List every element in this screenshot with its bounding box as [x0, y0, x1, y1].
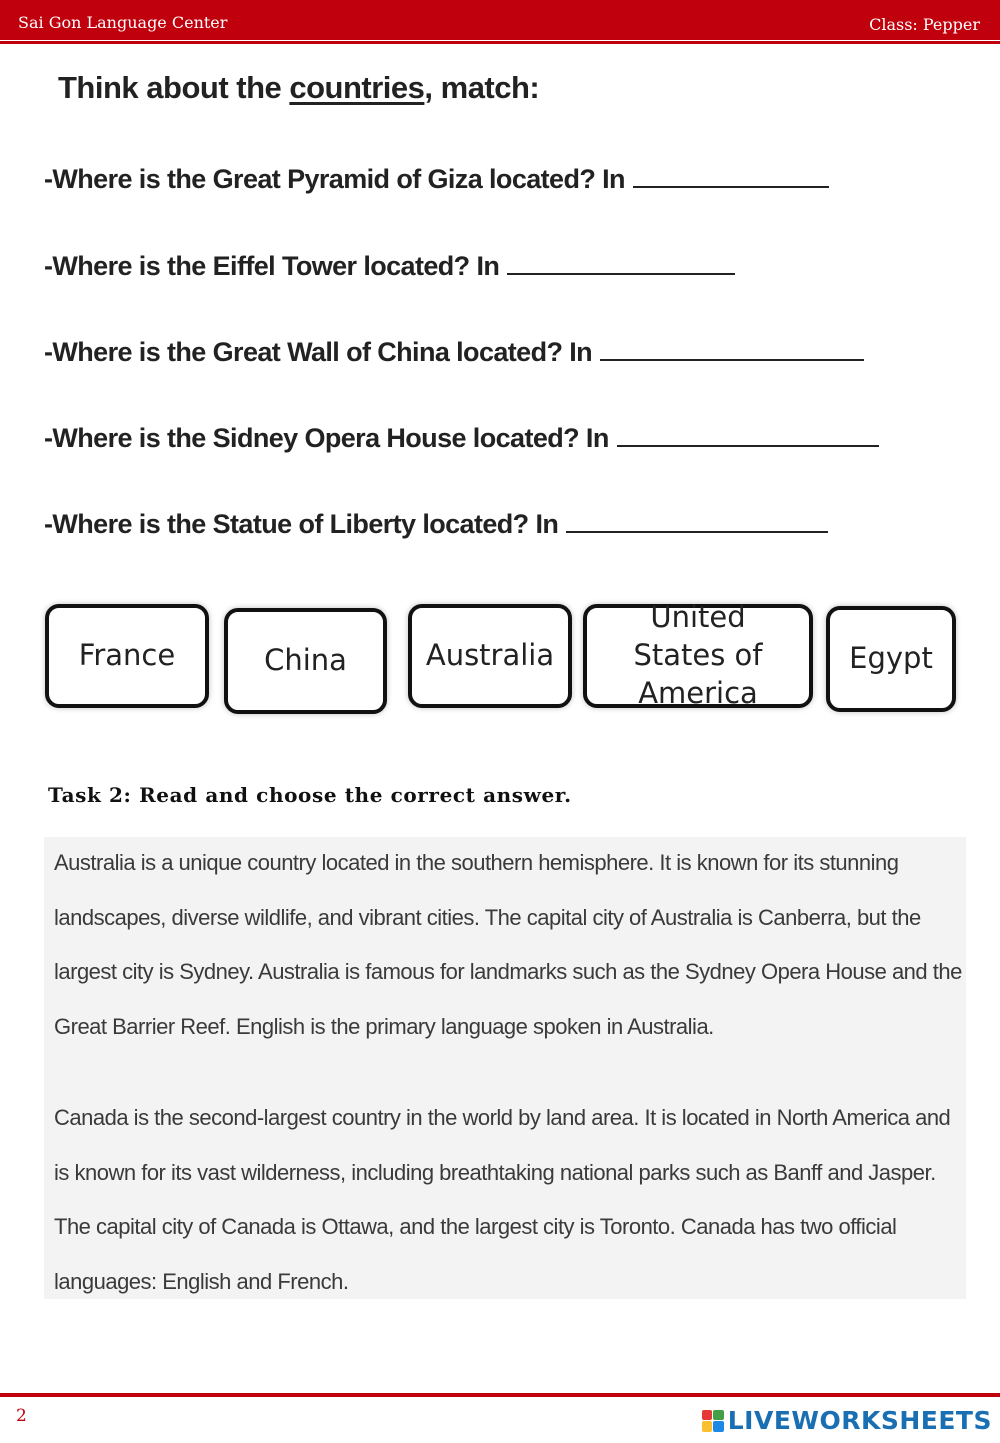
- footer-divider: [0, 1393, 1000, 1397]
- title-underlined-word: countries: [289, 70, 425, 105]
- word-card-usa[interactable]: United States of America: [583, 604, 813, 708]
- page-number: 2: [16, 1406, 27, 1426]
- question-text: -Where is the Great Pyramid of Giza located? In: [44, 164, 625, 194]
- answer-blank-5[interactable]: [566, 509, 828, 533]
- passage-paragraph-canada: Canada is the second-largest country in the world by land area. It is located in North America and is known for its vast wilderness, including breathtaking national parks such as Banff and Jasper. The capital city of Canada is Ottawa, and the largest city is Toronto. Canada has two official languages: English and French.: [54, 1105, 951, 1294]
- question-3: [44, 337, 864, 368]
- liveworksheets-logo[interactable]: [702, 1406, 992, 1435]
- answer-blank-3[interactable]: [600, 337, 864, 361]
- word-card-china[interactable]: China: [224, 608, 387, 714]
- word-card-australia[interactable]: Australia: [408, 604, 572, 708]
- word-card-france[interactable]: France: [45, 604, 209, 708]
- liveworksheets-icon: [702, 1410, 724, 1432]
- school-name: Sai Gon Language Center: [18, 13, 228, 32]
- question-5: [44, 509, 828, 540]
- reading-passage: [44, 837, 966, 1299]
- task1-title: [58, 70, 539, 106]
- question-4: [44, 423, 879, 454]
- question-1: [44, 164, 829, 195]
- word-card-egypt[interactable]: Egypt: [826, 606, 956, 712]
- answer-blank-4[interactable]: [617, 423, 879, 447]
- question-2: [44, 251, 735, 282]
- title-prefix: Think about the: [58, 70, 290, 105]
- question-text: -Where is the Great Wall of China located? In: [44, 337, 593, 367]
- question-text: -Where is the Sidney Opera House located? In: [44, 423, 609, 453]
- header-divider: [0, 41, 1000, 44]
- task2-title: Task 2: Read and choose the correct answer.: [48, 783, 572, 807]
- class-name: Class: Pepper: [869, 15, 980, 34]
- answer-blank-2[interactable]: [507, 251, 735, 275]
- question-text: -Where is the Eiffel Tower located? In: [44, 251, 500, 281]
- brand-name: LIVEWORKSHEETS: [727, 1406, 992, 1435]
- answer-blank-1[interactable]: [633, 164, 829, 188]
- title-suffix: , match:: [424, 70, 540, 105]
- question-text: -Where is the Statue of Liberty located? In: [44, 509, 559, 539]
- passage-paragraph-australia: Australia is a unique country located in the southern hemisphere. It is known for its stunning landscapes, diverse wildlife, and vibrant cities. The capital city of Australia is Canberra, but the largest city is Sydney. Australia is famous for landmarks such as the Sydney Opera House and the Great Barrier Reef. English is the primary language spoken in Australia.: [54, 850, 962, 1039]
